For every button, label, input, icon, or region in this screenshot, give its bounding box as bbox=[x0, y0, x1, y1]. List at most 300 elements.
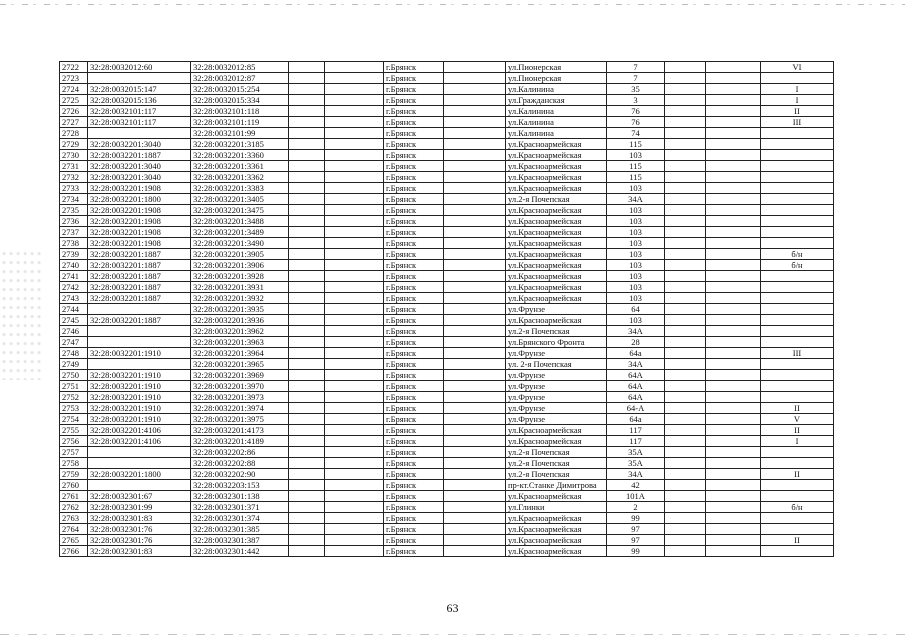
street-cell: ул.Красноармейская bbox=[506, 161, 607, 172]
street-cell: пр-кт.Станке Димитрова bbox=[506, 480, 607, 491]
cadastral-number: 32:28:0032201:3040 bbox=[88, 139, 191, 150]
row-number: 2756 bbox=[60, 436, 88, 447]
city-cell: г.Брянск bbox=[384, 513, 444, 524]
premises-number bbox=[761, 315, 834, 326]
object-cadastral-number: 32:28:0032201:3969 bbox=[191, 370, 289, 381]
blank-cell bbox=[289, 282, 325, 293]
house-number: 103 bbox=[607, 205, 665, 216]
city-cell: г.Брянск bbox=[384, 183, 444, 194]
blank-cell bbox=[289, 381, 325, 392]
blank-cell bbox=[289, 128, 325, 139]
city-cell: г.Брянск bbox=[384, 161, 444, 172]
house-number: 103 bbox=[607, 249, 665, 260]
cadastral-number: 32:28:0032015:136 bbox=[88, 95, 191, 106]
blank-cell bbox=[325, 359, 384, 370]
blank-cell bbox=[444, 458, 506, 469]
blank-cell bbox=[325, 293, 384, 304]
table-row bbox=[60, 381, 834, 392]
table-row bbox=[60, 282, 834, 293]
street-cell: ул. 2-я Почепская bbox=[506, 359, 607, 370]
blank-cell bbox=[444, 139, 506, 150]
table-row bbox=[60, 447, 834, 458]
street-cell: ул.Пионерская bbox=[506, 62, 607, 73]
blank-cell bbox=[444, 381, 506, 392]
premises-number: II bbox=[761, 535, 834, 546]
street-cell: ул.Красноармейская bbox=[506, 249, 607, 260]
blank-cell bbox=[325, 238, 384, 249]
cadastral-number: 32:28:0032301:76 bbox=[88, 535, 191, 546]
premises-number bbox=[761, 447, 834, 458]
city-cell: г.Брянск bbox=[384, 128, 444, 139]
house-number: 103 bbox=[607, 238, 665, 249]
premises-number: II bbox=[761, 469, 834, 480]
house-number: 117 bbox=[607, 436, 665, 447]
blank-cell bbox=[665, 337, 706, 348]
blank-cell bbox=[665, 260, 706, 271]
object-cadastral-number: 32:28:0032202:90 bbox=[191, 469, 289, 480]
blank-cell bbox=[289, 348, 325, 359]
blank-cell bbox=[665, 392, 706, 403]
blank-cell bbox=[325, 436, 384, 447]
street-cell: ул.Гражданская bbox=[506, 95, 607, 106]
row-number: 2743 bbox=[60, 293, 88, 304]
street-cell: ул.Красноармейская bbox=[506, 150, 607, 161]
street-cell: ул.Фрунзе bbox=[506, 392, 607, 403]
row-number: 2737 bbox=[60, 227, 88, 238]
table-row bbox=[60, 337, 834, 348]
blank-cell bbox=[289, 150, 325, 161]
cadastral-number: 32:28:0032201:1910 bbox=[88, 370, 191, 381]
blank-cell bbox=[706, 315, 761, 326]
object-cadastral-number: 32:28:0032101:118 bbox=[191, 106, 289, 117]
blank-cell bbox=[444, 304, 506, 315]
blank-cell bbox=[444, 73, 506, 84]
table-row bbox=[60, 502, 834, 513]
house-number: 34А bbox=[607, 326, 665, 337]
cadastral-number: 32:28:0032201:1908 bbox=[88, 183, 191, 194]
object-cadastral-number: 32:28:0032201:3488 bbox=[191, 216, 289, 227]
blank-cell bbox=[444, 502, 506, 513]
blank-cell bbox=[289, 95, 325, 106]
city-cell: г.Брянск bbox=[384, 293, 444, 304]
city-cell: г.Брянск bbox=[384, 337, 444, 348]
table-row bbox=[60, 480, 834, 491]
blank-cell bbox=[706, 183, 761, 194]
blank-cell bbox=[444, 326, 506, 337]
blank-cell bbox=[289, 326, 325, 337]
blank-cell bbox=[444, 480, 506, 491]
blank-cell bbox=[325, 161, 384, 172]
city-cell: г.Брянск bbox=[384, 502, 444, 513]
blank-cell bbox=[706, 337, 761, 348]
object-cadastral-number: 32:28:0032201:3362 bbox=[191, 172, 289, 183]
row-number: 2725 bbox=[60, 95, 88, 106]
house-number: 42 bbox=[607, 480, 665, 491]
blank-cell bbox=[706, 491, 761, 502]
blank-cell bbox=[325, 128, 384, 139]
table-row bbox=[60, 216, 834, 227]
row-number: 2759 bbox=[60, 469, 88, 480]
blank-cell bbox=[665, 447, 706, 458]
house-number: 28 bbox=[607, 337, 665, 348]
house-number: 103 bbox=[607, 315, 665, 326]
table-row bbox=[60, 150, 834, 161]
blank-cell bbox=[706, 447, 761, 458]
blank-cell bbox=[444, 425, 506, 436]
blank-cell bbox=[665, 106, 706, 117]
blank-cell bbox=[665, 62, 706, 73]
cadastral-number: 32:28:0032201:3040 bbox=[88, 172, 191, 183]
object-cadastral-number: 32:28:0032301:385 bbox=[191, 524, 289, 535]
object-cadastral-number: 32:28:0032201:3490 bbox=[191, 238, 289, 249]
street-cell: ул.Фрунзе bbox=[506, 414, 607, 425]
premises-number bbox=[761, 458, 834, 469]
table-row bbox=[60, 106, 834, 117]
blank-cell bbox=[665, 348, 706, 359]
table-row bbox=[60, 403, 834, 414]
house-number: 103 bbox=[607, 216, 665, 227]
blank-cell bbox=[289, 139, 325, 150]
scan-edge-top bbox=[0, 4, 905, 5]
row-number: 2758 bbox=[60, 458, 88, 469]
row-number: 2750 bbox=[60, 370, 88, 381]
blank-cell bbox=[706, 348, 761, 359]
city-cell: г.Брянск bbox=[384, 62, 444, 73]
house-number: 103 bbox=[607, 150, 665, 161]
table-row bbox=[60, 271, 834, 282]
blank-cell bbox=[289, 425, 325, 436]
cadastral-number: 32:28:0032201:1910 bbox=[88, 392, 191, 403]
cadastral-number: 32:28:0032015:147 bbox=[88, 84, 191, 95]
cadastral-number: 32:28:0032101:117 bbox=[88, 117, 191, 128]
cadastral-number: 32:28:0032201:1887 bbox=[88, 249, 191, 260]
cadastral-number: 32:28:0032101:117 bbox=[88, 106, 191, 117]
blank-cell bbox=[289, 491, 325, 502]
street-cell: ул.2-я Почепская bbox=[506, 458, 607, 469]
city-cell: г.Брянск bbox=[384, 172, 444, 183]
table-row bbox=[60, 194, 834, 205]
row-number: 2754 bbox=[60, 414, 88, 425]
blank-cell bbox=[706, 260, 761, 271]
cadastral-number: 32:28:0032301:99 bbox=[88, 502, 191, 513]
blank-cell bbox=[325, 194, 384, 205]
premises-number bbox=[761, 227, 834, 238]
blank-cell bbox=[665, 359, 706, 370]
blank-cell bbox=[289, 216, 325, 227]
premises-number: III bbox=[761, 117, 834, 128]
table-row bbox=[60, 414, 834, 425]
blank-cell bbox=[444, 249, 506, 260]
blank-cell bbox=[706, 458, 761, 469]
premises-number bbox=[761, 304, 834, 315]
city-cell: г.Брянск bbox=[384, 106, 444, 117]
blank-cell bbox=[706, 425, 761, 436]
blank-cell bbox=[289, 447, 325, 458]
blank-cell bbox=[706, 414, 761, 425]
row-number: 2765 bbox=[60, 535, 88, 546]
blank-cell bbox=[706, 502, 761, 513]
table-row bbox=[60, 172, 834, 183]
blank-cell bbox=[444, 513, 506, 524]
object-cadastral-number: 32:28:0032015:254 bbox=[191, 84, 289, 95]
city-cell: г.Брянск bbox=[384, 480, 444, 491]
blank-cell bbox=[444, 205, 506, 216]
blank-cell bbox=[325, 425, 384, 436]
premises-number bbox=[761, 139, 834, 150]
blank-cell bbox=[289, 315, 325, 326]
row-number: 2727 bbox=[60, 117, 88, 128]
blank-cell bbox=[706, 117, 761, 128]
row-number: 2742 bbox=[60, 282, 88, 293]
blank-cell bbox=[665, 293, 706, 304]
cadastral-number bbox=[88, 458, 191, 469]
row-number: 2738 bbox=[60, 238, 88, 249]
house-number: 64а bbox=[607, 348, 665, 359]
blank-cell bbox=[289, 271, 325, 282]
blank-cell bbox=[444, 128, 506, 139]
blank-cell bbox=[325, 172, 384, 183]
blank-cell bbox=[325, 458, 384, 469]
blank-cell bbox=[665, 425, 706, 436]
city-cell: г.Брянск bbox=[384, 546, 444, 557]
object-cadastral-number: 32:28:0032301:371 bbox=[191, 502, 289, 513]
blank-cell bbox=[706, 381, 761, 392]
premises-number bbox=[761, 194, 834, 205]
blank-cell bbox=[289, 546, 325, 557]
premises-number: II bbox=[761, 106, 834, 117]
blank-cell bbox=[289, 359, 325, 370]
row-number: 2748 bbox=[60, 348, 88, 359]
blank-cell bbox=[665, 491, 706, 502]
city-cell: г.Брянск bbox=[384, 249, 444, 260]
object-cadastral-number: 32:28:0032201:3489 bbox=[191, 227, 289, 238]
blank-cell bbox=[444, 469, 506, 480]
cadastral-number bbox=[88, 326, 191, 337]
object-cadastral-number: 32:28:0032201:3405 bbox=[191, 194, 289, 205]
blank-cell bbox=[665, 161, 706, 172]
street-cell: ул.Глинки bbox=[506, 502, 607, 513]
blank-cell bbox=[444, 106, 506, 117]
blank-cell bbox=[325, 183, 384, 194]
cadastral-number: 32:28:0032201:1887 bbox=[88, 271, 191, 282]
table-row bbox=[60, 95, 834, 106]
blank-cell bbox=[325, 62, 384, 73]
table-row bbox=[60, 315, 834, 326]
object-cadastral-number: 32:28:0032012:85 bbox=[191, 62, 289, 73]
row-number: 2729 bbox=[60, 139, 88, 150]
blank-cell bbox=[706, 293, 761, 304]
table-row bbox=[60, 359, 834, 370]
house-number: 64-А bbox=[607, 403, 665, 414]
cadastral-number bbox=[88, 447, 191, 458]
blank-cell bbox=[665, 282, 706, 293]
blank-cell bbox=[444, 546, 506, 557]
street-cell: ул.Калинина bbox=[506, 128, 607, 139]
blank-cell bbox=[665, 216, 706, 227]
city-cell: г.Брянск bbox=[384, 414, 444, 425]
house-number: 35А bbox=[607, 447, 665, 458]
cadastral-number: 32:28:0032301:76 bbox=[88, 524, 191, 535]
object-cadastral-number: 32:28:0032201:3361 bbox=[191, 161, 289, 172]
object-cadastral-number: 32:28:0032201:4173 bbox=[191, 425, 289, 436]
house-number: 101А bbox=[607, 491, 665, 502]
blank-cell bbox=[325, 535, 384, 546]
blank-cell bbox=[444, 491, 506, 502]
table-row bbox=[60, 84, 834, 95]
blank-cell bbox=[706, 95, 761, 106]
blank-cell bbox=[665, 315, 706, 326]
street-cell: ул.2-я Почепская bbox=[506, 194, 607, 205]
street-cell: ул.2-я Почепская bbox=[506, 326, 607, 337]
premises-number: I bbox=[761, 84, 834, 95]
premises-number bbox=[761, 513, 834, 524]
blank-cell bbox=[706, 359, 761, 370]
blank-cell bbox=[325, 348, 384, 359]
cadastral-number: 32:28:0032201:4106 bbox=[88, 425, 191, 436]
blank-cell bbox=[706, 392, 761, 403]
blank-cell bbox=[665, 84, 706, 95]
street-cell: ул.Красноармейская bbox=[506, 260, 607, 271]
object-cadastral-number: 32:28:0032012:87 bbox=[191, 73, 289, 84]
street-cell: ул.Калинина bbox=[506, 117, 607, 128]
blank-cell bbox=[665, 436, 706, 447]
blank-cell bbox=[665, 117, 706, 128]
blank-cell bbox=[665, 458, 706, 469]
table-row bbox=[60, 227, 834, 238]
city-cell: г.Брянск bbox=[384, 260, 444, 271]
blank-cell bbox=[706, 62, 761, 73]
table-row bbox=[60, 491, 834, 502]
table-row bbox=[60, 260, 834, 271]
blank-cell bbox=[289, 337, 325, 348]
row-number: 2728 bbox=[60, 128, 88, 139]
street-cell: ул.Красноармейская bbox=[506, 172, 607, 183]
row-number: 2763 bbox=[60, 513, 88, 524]
blank-cell bbox=[665, 249, 706, 260]
house-number: 34А bbox=[607, 469, 665, 480]
city-cell: г.Брянск bbox=[384, 139, 444, 150]
blank-cell bbox=[325, 513, 384, 524]
blank-cell bbox=[289, 62, 325, 73]
street-cell: ул.Красноармейская bbox=[506, 183, 607, 194]
row-number: 2733 bbox=[60, 183, 88, 194]
cadastral-number: 32:28:0032201:1800 bbox=[88, 194, 191, 205]
blank-cell bbox=[444, 370, 506, 381]
row-number: 2736 bbox=[60, 216, 88, 227]
object-cadastral-number: 32:28:0032202:86 bbox=[191, 447, 289, 458]
object-cadastral-number: 32:28:0032201:4189 bbox=[191, 436, 289, 447]
street-cell: ул.Фрунзе bbox=[506, 370, 607, 381]
blank-cell bbox=[289, 205, 325, 216]
object-cadastral-number: 32:28:0032201:3383 bbox=[191, 183, 289, 194]
page-number: 63 bbox=[446, 601, 459, 615]
blank-cell bbox=[665, 194, 706, 205]
city-cell: г.Брянск bbox=[384, 216, 444, 227]
object-cadastral-number: 32:28:0032201:3931 bbox=[191, 282, 289, 293]
object-cadastral-number: 32:28:0032201:3970 bbox=[191, 381, 289, 392]
cadastral-number: 32:28:0032201:1910 bbox=[88, 403, 191, 414]
row-number: 2761 bbox=[60, 491, 88, 502]
table-row bbox=[60, 370, 834, 381]
premises-number bbox=[761, 271, 834, 282]
table-row bbox=[60, 161, 834, 172]
city-cell: г.Брянск bbox=[384, 227, 444, 238]
cadastral-number: 32:28:0032301:83 bbox=[88, 513, 191, 524]
blank-cell bbox=[706, 326, 761, 337]
premises-number bbox=[761, 392, 834, 403]
blank-cell bbox=[289, 293, 325, 304]
blank-cell bbox=[706, 172, 761, 183]
city-cell: г.Брянск bbox=[384, 359, 444, 370]
blank-cell bbox=[706, 128, 761, 139]
blank-cell bbox=[706, 370, 761, 381]
cadastral-number: 32:28:0032201:1800 bbox=[88, 469, 191, 480]
cadastral-number: 32:28:0032201:1887 bbox=[88, 260, 191, 271]
house-number: 35 bbox=[607, 84, 665, 95]
blank-cell bbox=[325, 403, 384, 414]
blank-cell bbox=[289, 304, 325, 315]
blank-cell bbox=[706, 513, 761, 524]
blank-cell bbox=[325, 315, 384, 326]
blank-cell bbox=[706, 436, 761, 447]
house-number: 103 bbox=[607, 227, 665, 238]
blank-cell bbox=[706, 216, 761, 227]
blank-cell bbox=[706, 469, 761, 480]
blank-cell bbox=[665, 414, 706, 425]
object-cadastral-number: 32:28:0032015:334 bbox=[191, 95, 289, 106]
cadastral-number: 32:28:0032301:83 bbox=[88, 546, 191, 557]
blank-cell bbox=[706, 480, 761, 491]
row-number: 2762 bbox=[60, 502, 88, 513]
blank-cell bbox=[444, 414, 506, 425]
blank-cell bbox=[444, 293, 506, 304]
premises-number bbox=[761, 370, 834, 381]
object-cadastral-number: 32:28:0032201:3475 bbox=[191, 205, 289, 216]
cadastral-number: 32:28:0032201:4106 bbox=[88, 436, 191, 447]
premises-number bbox=[761, 282, 834, 293]
blank-cell bbox=[706, 238, 761, 249]
row-number: 2724 bbox=[60, 84, 88, 95]
object-cadastral-number: 32:28:0032201:3973 bbox=[191, 392, 289, 403]
blank-cell bbox=[665, 73, 706, 84]
blank-cell bbox=[665, 183, 706, 194]
blank-cell bbox=[325, 447, 384, 458]
row-number: 2730 bbox=[60, 150, 88, 161]
cadastral-number: 32:28:0032201:1908 bbox=[88, 205, 191, 216]
object-cadastral-number: 32:28:0032201:3964 bbox=[191, 348, 289, 359]
blank-cell bbox=[325, 304, 384, 315]
object-cadastral-number: 32:28:0032201:3963 bbox=[191, 337, 289, 348]
blank-cell bbox=[289, 370, 325, 381]
city-cell: г.Брянск bbox=[384, 403, 444, 414]
register-body bbox=[60, 62, 834, 557]
street-cell: ул.Красноармейская bbox=[506, 139, 607, 150]
blank-cell bbox=[665, 205, 706, 216]
city-cell: г.Брянск bbox=[384, 447, 444, 458]
premises-number: б/н bbox=[761, 502, 834, 513]
house-number: 64а bbox=[607, 414, 665, 425]
blank-cell bbox=[444, 535, 506, 546]
blank-cell bbox=[444, 172, 506, 183]
premises-number bbox=[761, 480, 834, 491]
table-row bbox=[60, 524, 834, 535]
house-number: 34А bbox=[607, 194, 665, 205]
blank-cell bbox=[289, 106, 325, 117]
row-number: 2726 bbox=[60, 106, 88, 117]
premises-number bbox=[761, 238, 834, 249]
blank-cell bbox=[444, 227, 506, 238]
row-number: 2745 bbox=[60, 315, 88, 326]
